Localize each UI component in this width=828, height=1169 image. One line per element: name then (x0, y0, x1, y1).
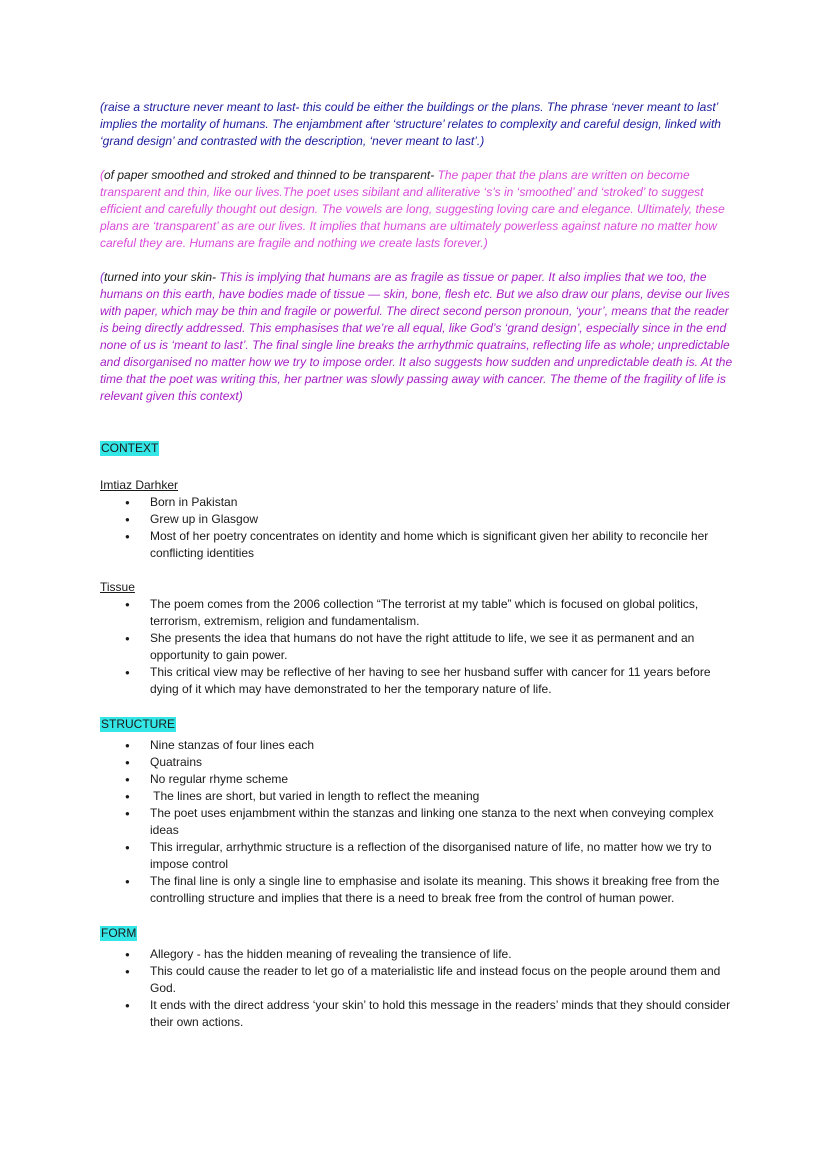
list-item: ● Most of her poetry concentrates on identity and home which is significant given her ability to reconcile her conflicting identities (150, 528, 740, 562)
list-item: ● She presents the idea that humans do not have the right attitude to life, we see it as permanent and an opportunity to gain power. (150, 630, 740, 664)
analysis-paragraph-1 (100, 99, 740, 150)
analysis-text: this could be either the buildings or the plans. The phrase ‘never meant to last’ implies the mortality of humans. The enjambment after ‘structure’ relates to complexity and careful design, linked with ‘grand design’ and contrasted with the description, ‘never meant to last’.) (100, 100, 721, 148)
open-paren: ( (100, 168, 104, 182)
list-item: ● This could cause the reader to let go of a materialistic life and instead focus on the people around them and God. (150, 963, 740, 997)
list-item: ● Quatrains (150, 754, 740, 771)
structure-list (100, 737, 740, 907)
list-item: ● The final line is only a single line to emphasise and isolate its meaning. This shows it breaking free from the controlling structure and implies that there is a need to break free from the control of human power. (150, 873, 740, 907)
list-item: ● This critical view may be reflective of her having to see her husband suffer with cancer for 11 years before dying of it which may have demonstrated to her the temporary nature of life. (150, 664, 740, 698)
analysis-paragraph-3 (100, 269, 740, 405)
tissue-subheading: Tissue (100, 580, 135, 594)
list-item: ● This irregular, arrhythmic structure is a reflection of the disorganised nature of life, no matter how we try to impose control (150, 839, 740, 873)
form-section (100, 924, 740, 1031)
author-subheading: Imtiaz Darhker (100, 478, 179, 492)
context-section (100, 439, 740, 698)
list-item: ● It ends with the direct address ‘your skin’ to hold this message in the readers’ minds that they should consider their own actions. (150, 997, 740, 1031)
list-item: ● Nine stanzas of four lines each (150, 737, 740, 754)
list-item: ● The lines are short, but varied in length to reflect the meaning (150, 788, 740, 805)
list-item: ● The poet uses enjambment within the stanzas and linking one stanza to the next when conveying complex ideas (150, 805, 740, 839)
form-heading: FORM (101, 926, 137, 940)
form-list (100, 946, 740, 1031)
open-paren: ( (100, 270, 104, 284)
structure-heading: STRUCTURE (101, 717, 175, 731)
list-item: ● Born in Pakistan (150, 494, 740, 511)
analysis-text: This is implying that humans are as fragile as tissue or paper. It also implies that we too, the humans on this earth, have bodies made of tissue — skin, bone, flesh etc. But we also draw our plans, devise our lives with paper, which may be thin and fragile or powerful. The direct second person pronoun, ‘your’, means that the reader is being directly addressed. This emphasises that we’re all equal, like God’s ‘grand design’, especially since in the end none of us is ‘meant to last’. The final single line breaks the arrhythmic quatrains, reflecting life as whole; unpredictable and disorganised no matter how we try to impose order. It also suggests how sudden and unpredictable death is. At the time that the poet was writing this, her partner was slowly passing away with cancer. The theme of the fragility of life is relevant given this context) (100, 270, 733, 403)
quote-lead: of paper smoothed and stroked and thinned to be transparent- (104, 168, 435, 182)
context-heading: CONTEXT (101, 441, 159, 455)
list-item: ● No regular rhyme scheme (150, 771, 740, 788)
list-item: ● Allegory - has the hidden meaning of revealing the transience of life. (150, 946, 740, 963)
quote-lead: (raise a structure never meant to last- (100, 100, 300, 114)
analysis-paragraph-2 (100, 167, 740, 252)
structure-section (100, 715, 740, 907)
analysis-text: The paper that the plans are written on become transparent and thin, like our lives.The poet uses sibilant and alliterative ‘s’s in ‘smoothed’ and ‘stroked’ to suggest efficient and carefully thought out design. The vowels are long, suggesting loving care and elegance. Ultimately, these plans are ‘transparent’ as are our lives. It implies that humans are ultimately powerless against nature no matter how careful they are. Humans are fragile and nothing we create lasts forever.) (100, 168, 725, 250)
list-item: ● Grew up in Glasgow (150, 511, 740, 528)
author-list (100, 494, 740, 562)
quote-lead: turned into your skin- (104, 270, 217, 284)
list-item: ● The poem comes from the 2006 collection “The terrorist at my table” which is focused on global politics, terrorism, extremism, religion and fundamentalism. (150, 596, 740, 630)
document-page (100, 99, 740, 1031)
tissue-list (100, 596, 740, 698)
